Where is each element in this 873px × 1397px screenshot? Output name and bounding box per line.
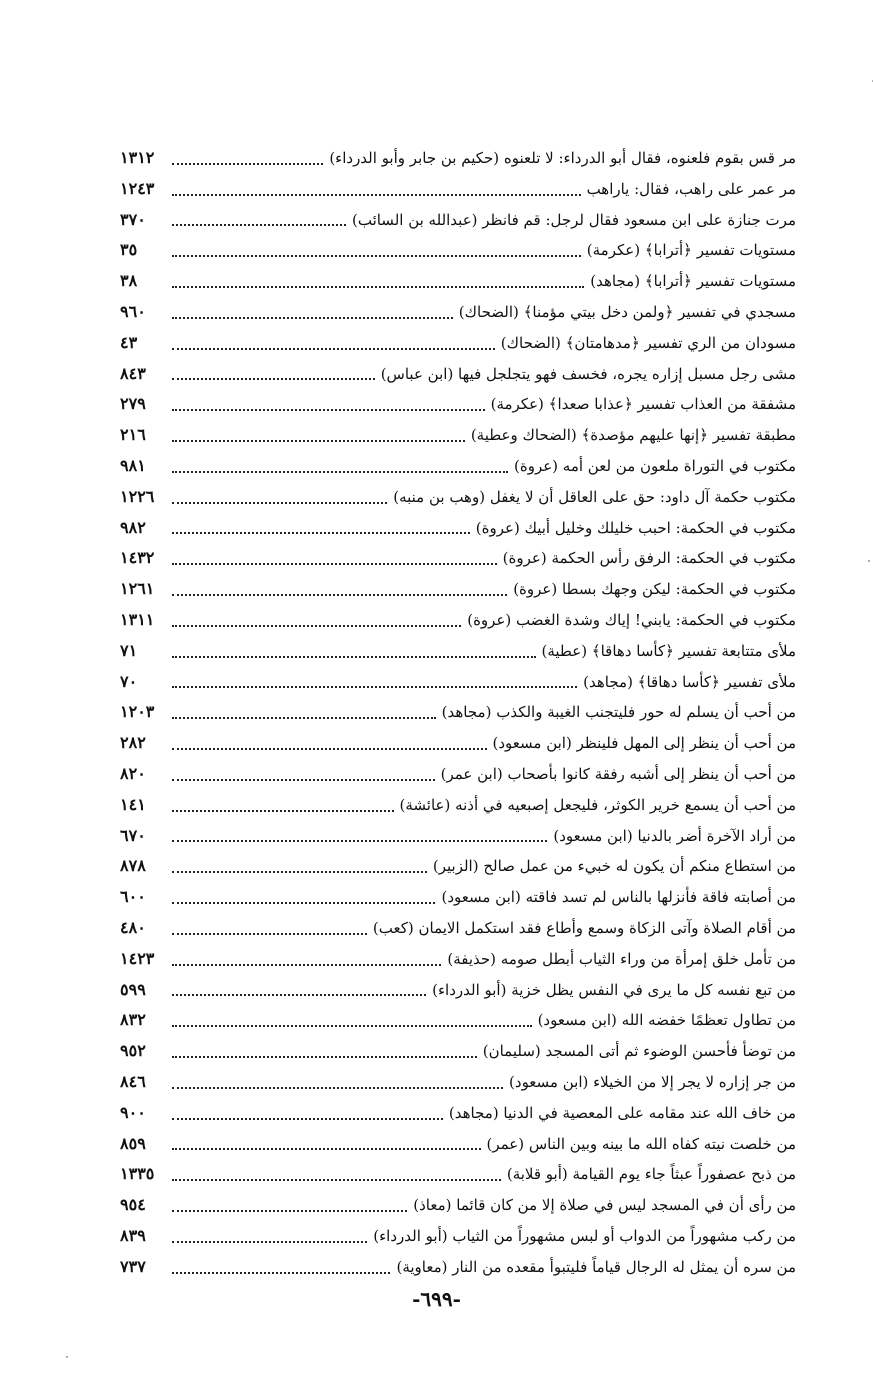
entry-page-number: ٢٧٩ [120,394,146,414]
entry-text: مشفقة من العذاب تفسير ﴿عذابا صعدا﴾ (عكرمة) [490,395,796,414]
entry-text: من خلصت نيته كفاه الله ما بينه وبين الناس (عمر) [486,1134,796,1153]
dot-leader [172,1271,390,1274]
dot-leader [172,470,508,473]
entry-page-number: ١٣١٢ [120,148,155,167]
entry-text: من أراد الآخرة أضر بالدنيا (ابن مسعود) [553,826,796,845]
entry-text: من تبع نفسه كل ما يرى في النفس يظل خزية (أبو الدرداء) [432,980,796,999]
entry-page-number: ٨٥٩ [120,1133,146,1153]
entry-text: من رأى أن في المسجد ليس في صلاة إلا من كان قائما (معاذ) [413,1196,796,1215]
index-entry [120,574,796,605]
entry-page-number: ٩٨٢ [120,517,146,537]
entry-text: مسجدي في تفسير ﴿ولمن دخل بيتي مؤمنا﴾ (الضحاك) [458,302,796,321]
entry-page-number: ٩٥٤ [120,1195,146,1215]
dot-leader [172,993,426,996]
entry-page-number: ١٤٢٣ [120,948,155,968]
dot-leader [172,1055,477,1058]
entry-text: مسودان من الري تفسير ﴿مدهامتان﴾ (الضحاك) [500,333,796,352]
dot-leader [172,439,465,442]
dot-leader [172,932,367,935]
entry-text: من أحب أن يسلم له حور فليتجنب الغيبة والكذب (مجاهد) [441,703,796,722]
dot-leader [172,162,323,165]
dot-leader [172,377,375,380]
entry-page-number: ١٢٤٣ [120,178,155,198]
entry-text: مكتوب في التوراة ملعون من لعن أمه (عروة) [513,456,796,475]
dot-leader [172,901,435,904]
entry-text: من أقام الصلاة وآتى الزكاة وسمع وأطاع فقد استكمل الايمان (كعب) [372,918,796,937]
entry-page-number: ٧١ [120,640,138,660]
index-entry [120,174,796,205]
entry-text: ملأى متتابعة تفسير ﴿كأسا دهاقا﴾ (عطية) [541,641,796,660]
dot-leader [172,1178,501,1181]
index-entry [120,667,796,698]
entry-page-number: ٨٣٢ [120,1010,146,1030]
entry-page-number: ١٣١١ [120,609,155,629]
entry-page-number: ١٤١ [120,794,146,814]
scan-speck [66,1356,68,1358]
index-entry [120,728,796,759]
entry-page-number: ٩٥٢ [120,1041,146,1061]
dot-leader [172,963,441,966]
entry-text: من سره أن يمثل له الرجال قياماً فليتبوأ مقعده من النار (معاوية) [396,1257,796,1276]
entry-text: ملأى تفسير ﴿كأسا دهاقا﴾ (مجاهد) [583,672,796,691]
index-entry [120,1190,796,1221]
index-entry [120,790,796,821]
index-entry [120,359,796,390]
dot-leader [172,1117,443,1120]
dot-leader [172,1240,367,1243]
dot-leader [172,1024,532,1027]
entry-text: من استطاع منكم أن يكون له خبيء من عمل صالح (الزبير) [432,857,796,876]
entry-page-number: ٢٨٢ [120,733,146,753]
entry-text: مكتوب في الحكمة: يابني! إياك وشدة الغضب (عروة) [467,610,796,629]
entry-page-number: ١٢٠٣ [120,702,155,722]
dot-leader [172,531,470,534]
entry-text: من أحب أن ينظر إلى المهل فلينظر (ابن مسعود) [492,734,796,753]
dot-leader [172,839,547,842]
index-entry [120,944,796,975]
entry-text: مر عمر على راهب، فقال: ياراهب [586,179,796,198]
dot-leader [172,347,495,350]
index-entry [120,143,796,174]
index-entry [120,697,796,728]
entry-text: من تطاول تعظمًا خفضه الله (ابن مسعود) [537,1011,796,1030]
entry-page-number: ٨٣٩ [120,1225,146,1245]
entry-page-number: ٦٠٠ [120,887,146,907]
dot-leader [172,1086,503,1089]
entry-page-number: ٣٥ [120,240,138,260]
dot-leader [172,809,394,812]
dot-leader [172,501,387,504]
index-entry [120,482,796,513]
entry-page-number: ١٢٦١ [120,579,155,599]
dot-leader [172,193,581,196]
entry-text: مكتوب حكمة آل داود: حق على العاقل أن لا يغفل (وهب بن منبه) [393,487,796,506]
index-list [120,143,796,1282]
index-entry [120,851,796,882]
entry-text: من توضأ فأحسن الوضوء ثم أتى المسجد (سليمان) [482,1042,796,1061]
dot-leader [172,254,581,257]
entry-page-number: ١٣٣٥ [120,1164,155,1184]
index-entry [120,235,796,266]
entry-text: مر قس بقوم فلعنوه، فقال أبو الدرداء: لا تلعنوه (حكيم بن جابر وأبو الدرداء) [329,149,796,167]
entry-text: من أحب أن يسمع خرير الكوثر، فليجعل إصبعيه في أذنه (عائشة) [399,795,796,814]
dot-leader [172,655,536,658]
dot-leader [172,870,427,873]
entry-text: مشى رجل مسبل إزاره يجره، فخسف فهو يتجلجل فيها (ابن عباس) [380,364,796,383]
entry-page-number: ٦٧٠ [120,825,146,845]
dot-leader [172,408,485,411]
dot-leader [172,747,487,750]
entry-page-number: ٤٣ [120,332,138,352]
index-entry [120,882,796,913]
entry-text: من خاف الله عند مقامه على المعصية في الدنيا (مجاهد) [448,1103,796,1122]
dot-leader [172,593,507,596]
entry-text: مكتوب في الحكمة: الرفق رأس الحكمة (عروة) [502,549,796,568]
entry-page-number: ٣٨ [120,271,138,291]
index-entry [120,759,796,790]
dot-leader [172,624,461,627]
dot-leader [172,716,436,719]
entry-page-number: ٩٨١ [120,455,146,475]
entry-text: من أحب أن ينظر إلى أشبه رفقة كانوا بأصحاب (ابن عمر) [440,764,796,783]
entry-text: من أصابته فاقة فأنزلها بالناس لم تسد فاقته (ابن مسعود) [441,888,796,907]
index-entry [120,821,796,852]
entry-page-number: ٨٤٣ [120,363,146,383]
entry-page-number: ٢١٦ [120,425,146,445]
index-entry [120,451,796,482]
index-entry [120,513,796,544]
entry-page-number: ٨٤٦ [120,1071,146,1091]
entry-text: مكتوب في الحكمة: ليكن وجهك بسطا (عروة) [513,580,796,599]
dot-leader [172,778,435,781]
page-number: -٦٩٩- [412,1287,461,1311]
entry-page-number: ٥٩٩ [120,979,146,999]
entry-text: مكتوب في الحكمة: احبب خليلك وخليل أبيك (عروة) [475,518,796,537]
entry-page-number: ٧٠ [120,671,138,691]
entry-page-number: ١٤٣٢ [120,548,155,568]
index-entry [120,1221,796,1252]
entry-text: مرت جنازة على ابن مسعود فقال لرجل: قم فانظر (عبدالله بن السائب) [351,210,796,229]
index-entry [120,1159,796,1190]
index-entry [120,328,796,359]
dot-leader [172,1147,481,1150]
index-entry [120,205,796,236]
entry-page-number: ٩٦٠ [120,301,146,321]
dot-leader [172,223,346,226]
entry-text: من جر إزاره لا يجر إلا من الخيلاء (ابن مسعود) [509,1072,796,1091]
index-entry [120,1129,796,1160]
entry-page-number: ٨٢٠ [120,763,146,783]
entry-page-number: ٩٠٠ [120,1102,146,1122]
entry-text: مستويات تفسير ﴿أترابا﴾ (مجاهد) [590,272,796,291]
entry-page-number: ٣٧٠ [120,209,146,229]
index-entry [120,266,796,297]
index-entry [120,1036,796,1067]
dot-leader [172,562,497,565]
index-entry [120,1098,796,1129]
index-entry [120,297,796,328]
entry-text: من ركب مشهوراً من الدواب أو لبس مشهوراً من الثياب (أبو الدرداء) [373,1226,796,1245]
dot-leader [172,316,453,319]
index-entry [120,389,796,420]
dot-leader [172,285,584,288]
index-entry [120,975,796,1006]
index-entry [120,1067,796,1098]
entry-page-number: ٧٣٧ [120,1256,146,1276]
scan-speck [868,560,870,562]
entry-text: مستويات تفسير ﴿أترابا﴾ (عكرمة) [586,241,796,260]
entry-text: مطبقة تفسير ﴿إنها عليهم مؤصدة﴾ (الضحاك وعطية) [470,426,796,445]
index-entry [120,1252,796,1283]
index-entry [120,913,796,944]
index-entry [120,420,796,451]
entry-page-number: ١٢٢٦ [120,486,155,506]
index-entry [120,605,796,636]
dot-leader [172,685,577,688]
index-entry [120,543,796,574]
index-entry [120,1005,796,1036]
dot-leader [172,1209,407,1212]
entry-page-number: ٨٧٨ [120,856,146,876]
entry-page-number: ٤٨٠ [120,917,146,937]
index-entry [120,636,796,667]
entry-text: من تأمل خلق إمرأة من وراء الثياب أبطل صومه (حذيفة) [447,949,796,968]
entry-text: من ذبح عصفوراً عبثاً جاء يوم القيامة (أبو قلابة) [506,1165,796,1184]
